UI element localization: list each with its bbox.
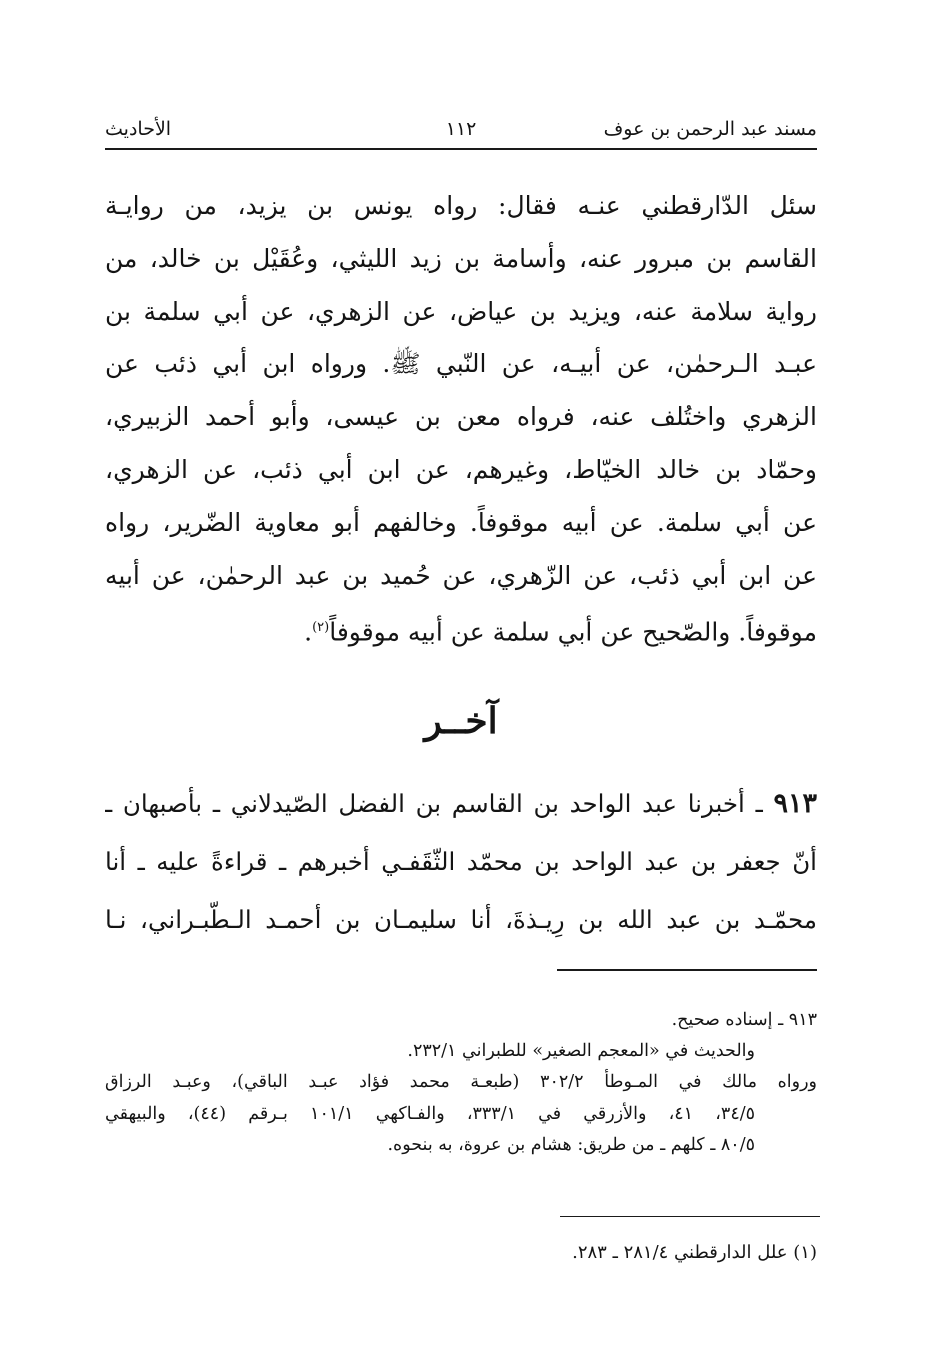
page-number: ١١٢ [445, 118, 477, 140]
footnote-reference: (٢) [312, 620, 330, 636]
text-line: رواية سلامة عنه، ويزيد بن عياض، عن الزهري، عن أبي سلمة بن [105, 296, 817, 326]
hadith-block [105, 775, 817, 949]
hadith-number: ٩١٣ [773, 788, 817, 819]
page-header [105, 112, 817, 150]
text-line-content: موقوفاً. والصّحيح عن أبي سلمة عن أبيه موقوفاً [329, 617, 817, 647]
footnote-marker: (١) [793, 1242, 817, 1263]
note-line: ٨٠/٥ ـ كلهم ـ من طريق: هشام بن عروة، به بنحوه. [387, 1134, 755, 1155]
text-line: عن أبي سلمة. عن أبيه موقوفاً. وخالفهم أبو معاوية الضّرير، رواه [105, 507, 817, 537]
note-line: والحديث في «المعجم الصغير» للطبراني ٢٣٢/١. [407, 1041, 755, 1062]
note-line: ٣٤/٥، ٤١، والأزرقي في ٣٣٣/١، والفـاكهي ١٠١/١ بـرقم (٤٤)، والبيهقي [105, 1103, 756, 1124]
hadith-line-first [105, 775, 817, 833]
note-line: ورواه مالك في المـوطأ ٣٠٢/٢ (طبعـة محمد فؤاد عبـد الباقي)، وعبـد الرزاق [105, 1072, 817, 1093]
footnote [105, 1238, 817, 1268]
text-line: سئل الدّارقطني عنـه فقال: رواه يونس بن يزيد، من روايـة [105, 191, 817, 220]
text-line: عن ابن أبي ذئب، عن الزّهري، عن حُميد بن عبد الرحمٰن، عن أبيه [105, 560, 817, 590]
note-line: ٩١٣ ـ إسناده صحيح. [671, 1010, 817, 1030]
text-line-last [105, 602, 817, 659]
footnote-divider [560, 1216, 820, 1217]
hadith-line: محمّـد بن عبد الله بن رِيـذةَ، أنا سليمـان بن أحمـد الـطّبـراني، نـا [105, 905, 817, 934]
period: . [304, 617, 313, 647]
text-line: وحمّاد بن خالد الخيّاط، وغيرهم، عن ابن أبي ذئب، عن الزهري، [105, 454, 817, 484]
main-paragraph [105, 180, 817, 660]
section-title: آخــر [424, 700, 498, 742]
hadith-text: ـ أخبرنا عبد الواحد بن القاسم بن الفضل الصّيدلاني ـ بأصبهان ـ [105, 789, 763, 818]
footnote-text: علل الدارقطني ٢٨١/٤ ـ ٢٨٣. [572, 1242, 788, 1263]
notes-divider [557, 969, 817, 971]
hadith-line: أنّ جعفر بن عبد الواحد بن محمّد الثّقَفـي أخبرهم ـ قراءةً عليه ـ أنا [105, 847, 817, 876]
hadith-notes [105, 1005, 817, 1161]
text-line: الزهري واختُلف عنه، فرواه معن بن عيسى، وأبو أحمد الزبيري، [105, 402, 817, 432]
section-name: الأحاديث [105, 118, 172, 140]
text-line: عبـد الـرحمٰن، عن أبيـه، عن النّبي ﷺ. ورواه ابن أبي ذئب عن [105, 349, 817, 379]
book-title: مسند عبد الرحمن بن عوف [603, 118, 817, 140]
text-line: القاسم بن مبرور عنه، وأسامة بن زيد الليثي، وعُقَيْل بن خالد، من [105, 243, 817, 273]
